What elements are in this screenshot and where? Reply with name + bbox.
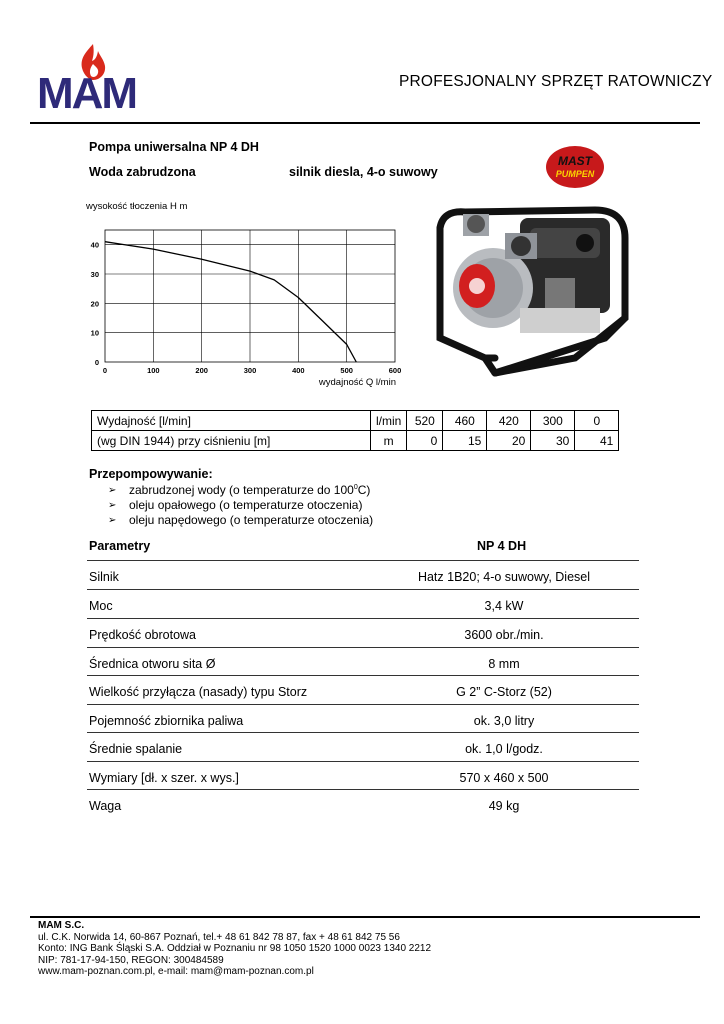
parameter-row: Waga 49 kg [89, 797, 639, 825]
table-cell: 41 [575, 431, 619, 451]
footer-address: ul. C.K. Norwida 14, 60-867 Poznań, tel.+ 48 61 842 78 87, fax + 48 61 842 75 56 [38, 931, 400, 943]
chart-y-tick: 40 [90, 240, 99, 250]
parameter-row: Silnik Hatz 1B20; 4-o suwowy, Diesel [89, 568, 639, 596]
parameter-row: Prędkość obrotowa 3600 obr./min. [89, 626, 639, 654]
chart-y-label: wysokość tłoczenia H m [86, 201, 188, 212]
parameters-heading [89, 539, 639, 553]
chart-x-tick: 0 [102, 366, 108, 375]
parameter-row: Wielkość przyłącza (nasady) typu Storz G 2” C-Storz (52) [89, 683, 639, 711]
chart-x-tick: 600 [388, 366, 402, 375]
chart-x-label: wydajność Q l/min [318, 377, 396, 388]
mast-text: MAST [558, 154, 592, 168]
parameter-row: Pojemność zbiornika paliwa ok. 3,0 litry [89, 712, 639, 740]
chart-y-tick: 30 [90, 270, 99, 279]
table-cell: m [371, 431, 407, 451]
product-name: Pompa uniwersalna NP 4 DH [89, 140, 259, 154]
footer-bank: Konto: ING Bank Śląski S.A. Oddział w Poznaniu nr 98 1050 1520 1000 0023 1340 2212 [38, 943, 432, 954]
table-cell: 0 [575, 411, 619, 431]
chart-series-line [105, 242, 356, 362]
arrow-bullet-icon: ➢ [108, 500, 117, 511]
table-cell: 520 [407, 411, 443, 431]
parameters-heading-model: NP 4 DH [477, 539, 527, 553]
chart-y-tick: 20 [90, 299, 99, 309]
footer-company: MAM S.C. [38, 920, 85, 931]
chart-ticks [91, 241, 402, 375]
chart-grid [105, 230, 395, 362]
table-cell: (wg DIN 1944) przy ciśnieniu [m] [92, 431, 371, 451]
arrow-bullet-icon: ➢ [108, 515, 117, 526]
pump-curve-chart [80, 195, 410, 395]
pumpen-text: PUMPEN [555, 169, 595, 179]
chart-x-tick: 500 [340, 366, 353, 375]
table-cell: 300 [531, 411, 575, 431]
chart-y-tick: 10 [90, 328, 99, 338]
table-row [92, 431, 619, 451]
header-divider [30, 122, 700, 124]
table-row [92, 411, 619, 431]
header-title: PROFESJONALNY SPRZĘT RATOWNICZY [399, 73, 713, 90]
performance-table [91, 410, 619, 451]
footer-divider [30, 916, 700, 918]
table-cell: 20 [487, 431, 531, 451]
product-medium: Woda zabrudzona [89, 165, 196, 179]
parameter-row: Wymiary [dł. x szer. x wys.] 570 x 460 x 500 [89, 769, 639, 797]
chart-x-tick: 400 [292, 366, 305, 375]
chart-y-tick: 0 [94, 358, 99, 367]
table-cell: 460 [443, 411, 487, 431]
list-item: ➢ oleju napędowego (o temperaturze otoczenia) [108, 513, 374, 527]
parameter-row: Moc 3,4 kW [89, 597, 639, 625]
pumping-heading: Przepompowywanie: [89, 467, 213, 481]
product-engine: silnik diesla, 4-o suwowy [289, 165, 438, 179]
footer [38, 920, 431, 978]
company-logo: MAM [37, 69, 137, 118]
parameter-row: Średnica otworu sita Ø 8 mm [89, 655, 639, 683]
table-cell: l/min [371, 411, 407, 431]
footer-web: www.mam-poznan.com.pl, e-mail: mam@mam-poznan.com.pl [38, 966, 314, 977]
pumping-list [108, 483, 373, 528]
pump-photo [425, 198, 635, 383]
chart-x-tick: 200 [195, 366, 208, 375]
chart-x-tick: 100 [147, 366, 160, 375]
list-item: ➢ zabrudzonej wody (o temperaturze do $100^0C$) [108, 483, 371, 497]
mast-pumpen-logo [545, 145, 605, 189]
chart-x-tick: 300 [243, 366, 257, 375]
table-cell: 30 [531, 431, 575, 451]
parameter-row: Średnie spalanie ok. 1,0 l/godz. [89, 740, 639, 768]
table-cell: 15 [443, 431, 487, 451]
table-cell: Wydajność [l/min] [92, 411, 371, 431]
table-cell: 0 [407, 431, 443, 451]
parameters-heading-label: Parametry [89, 539, 151, 553]
chart-lines [105, 242, 356, 362]
footer-ids: NIP: 781-17-94-150, REGON: 300484589 [38, 954, 224, 966]
arrow-bullet-icon: ➢ [108, 485, 117, 496]
table-cell: 420 [487, 411, 531, 431]
list-item: ➢ oleju opałowego (o temperaturze otoczenia) [108, 498, 363, 512]
